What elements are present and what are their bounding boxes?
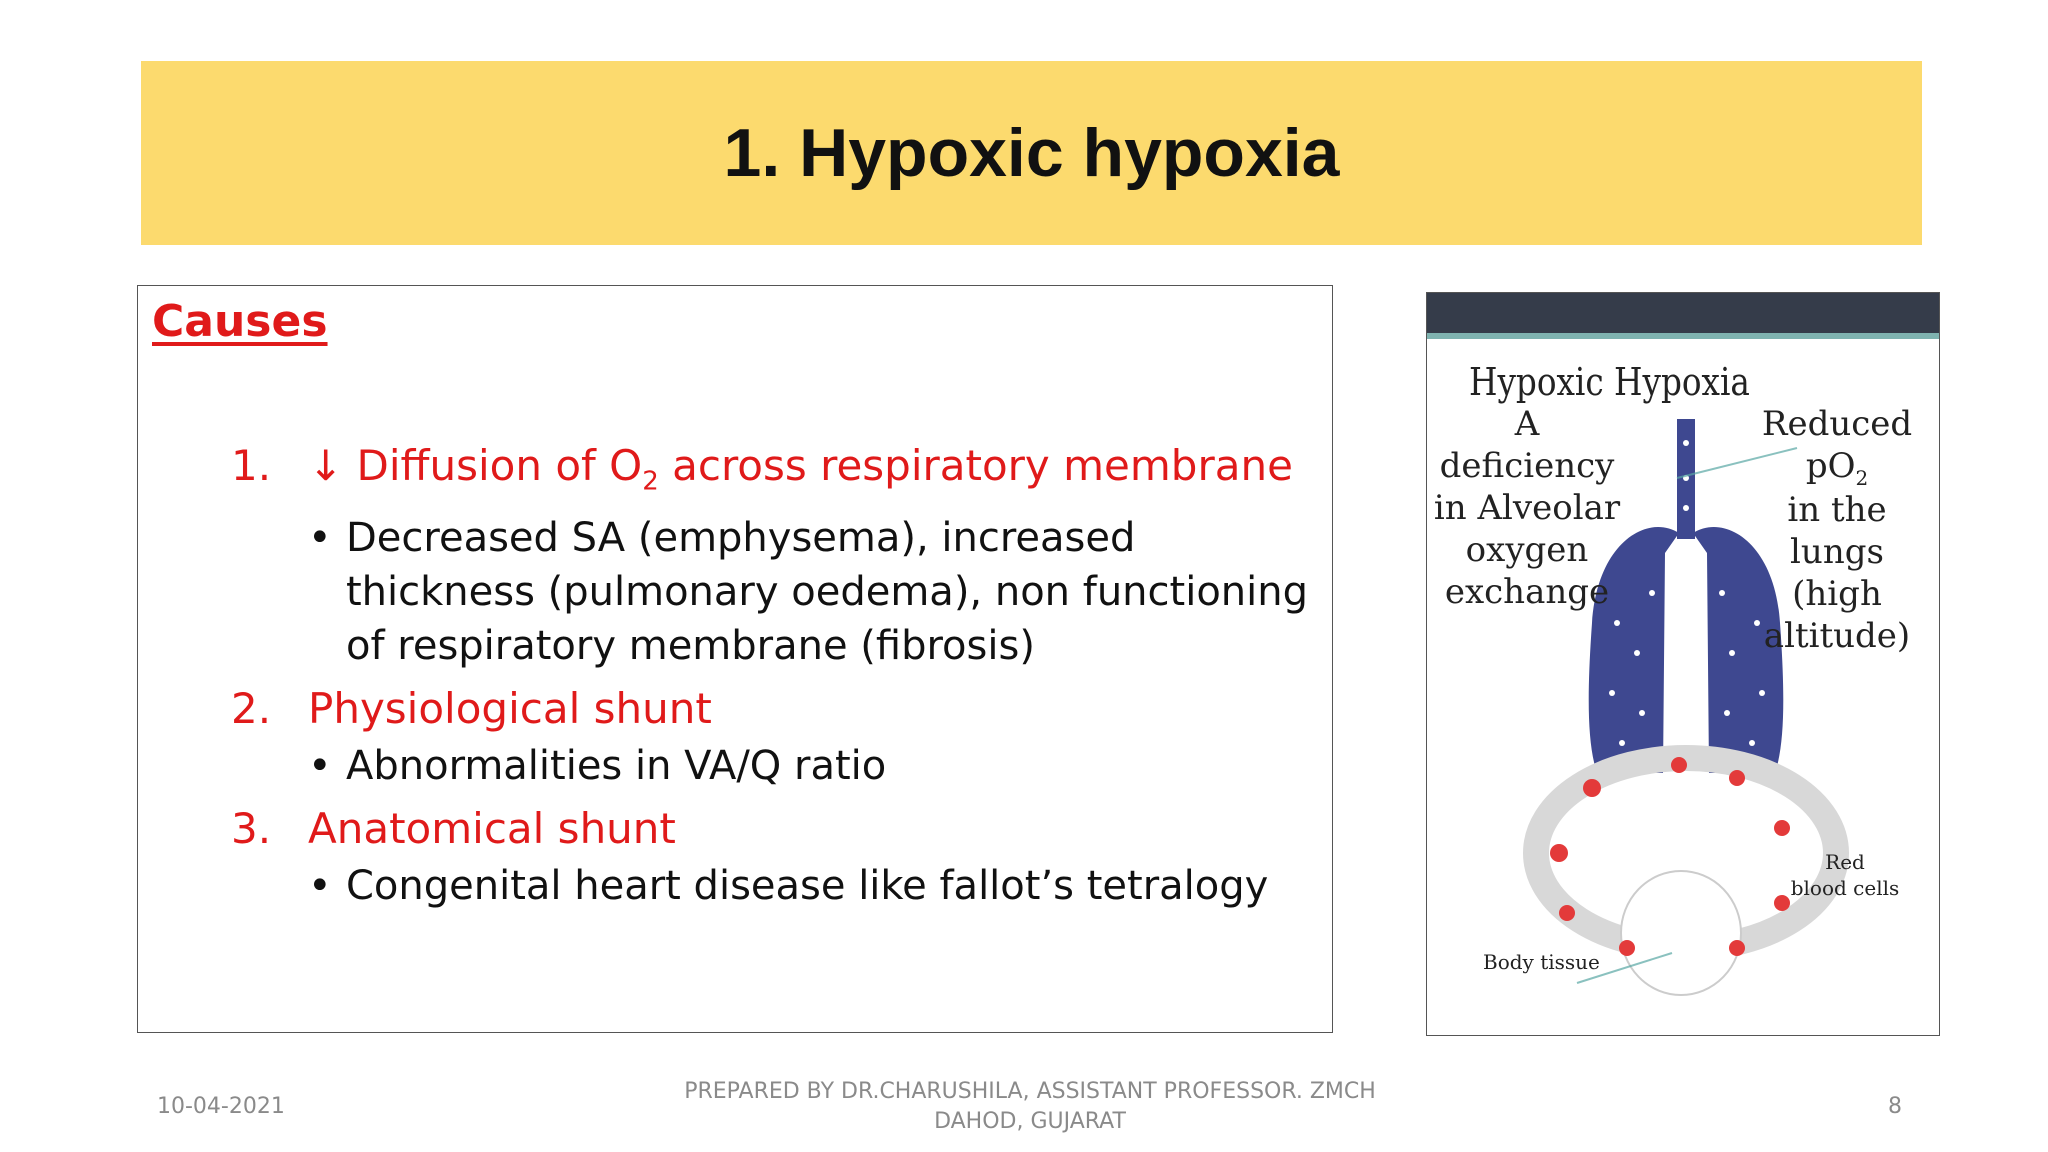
- slide-title: 1. Hypoxic hypoxia: [723, 115, 1340, 191]
- figure-top-bar: [1427, 293, 1940, 333]
- svg-text:exchange: exchange: [1444, 572, 1610, 612]
- lung-diagram: [1427, 293, 1940, 1036]
- cause-text: ↓ Diffusion of $O_2$ across respiratory membrane: [308, 441, 1293, 497]
- svg-text:altitude): altitude): [1763, 616, 1911, 656]
- svg-text:(high: (high: [1792, 574, 1882, 614]
- footer-credit: PREPARED BY DR.CHARUSHILA, ASSISTANT PROFESSOR. ZMCH DAHOD, GUJARAT: [684, 1079, 1376, 1134]
- cause-number: 3.: [231, 804, 272, 854]
- svg-text:in the: in the: [1787, 490, 1887, 530]
- cause-item-3: [231, 799, 1321, 859]
- figure-left-caption: [1434, 404, 1621, 612]
- cause-item-1: [231, 436, 1321, 511]
- svg-text:Reduced: Reduced: [1761, 404, 1913, 444]
- svg-text:in Alveolar: in Alveolar: [1433, 488, 1621, 528]
- bullet: •: [308, 743, 332, 790]
- svg-text:pO2: $pO_2$: [1805, 446, 1869, 490]
- cause-detail-text: Congenital heart disease like fallot’s tetralogy: [346, 863, 1269, 910]
- figure-title: Hypoxic Hypoxia: [1469, 360, 1750, 405]
- body-tissue-label: Body tissue: [1483, 950, 1600, 974]
- bullet: •: [308, 515, 332, 562]
- svg-text:deficiency: deficiency: [1439, 446, 1615, 486]
- cause-detail: [308, 739, 1321, 793]
- footer-date: 10-04-2021: [157, 1094, 285, 1119]
- causes-list: [231, 436, 1321, 913]
- svg-text:A: A: [1514, 404, 1540, 444]
- cause-number: 2.: [231, 684, 272, 734]
- cause-detail-text: Abnormalities in VA/Q ratio: [346, 743, 887, 790]
- page-number: 8: [1888, 1094, 1902, 1119]
- hypoxia-figure: [1426, 292, 1940, 1036]
- cause-text: Physiological shunt: [308, 684, 712, 734]
- content-box: [137, 285, 1333, 1033]
- left-lung: [1589, 527, 1679, 773]
- svg-text:lungs: lungs: [1790, 532, 1884, 572]
- svg-text:blood cells: blood cells: [1790, 876, 1900, 900]
- bullet: •: [308, 863, 332, 910]
- title-band: [141, 61, 1922, 245]
- cause-detail: [308, 859, 1321, 913]
- cause-text: Anatomical shunt: [308, 804, 676, 854]
- svg-text:Red: Red: [1825, 850, 1865, 874]
- cause-detail: [308, 511, 1321, 673]
- cause-item-2: [231, 679, 1321, 739]
- figure-right-caption: [1762, 404, 1912, 656]
- svg-text:oxygen: oxygen: [1465, 530, 1589, 570]
- cause-number: 1.: [231, 441, 272, 490]
- cause-detail-text: Decreased SA (emphysema), increased thickness (pulmonary oedema), non functioning of respiratory membrane (fibrosis): [346, 515, 1308, 670]
- causes-heading: Causes: [152, 296, 328, 347]
